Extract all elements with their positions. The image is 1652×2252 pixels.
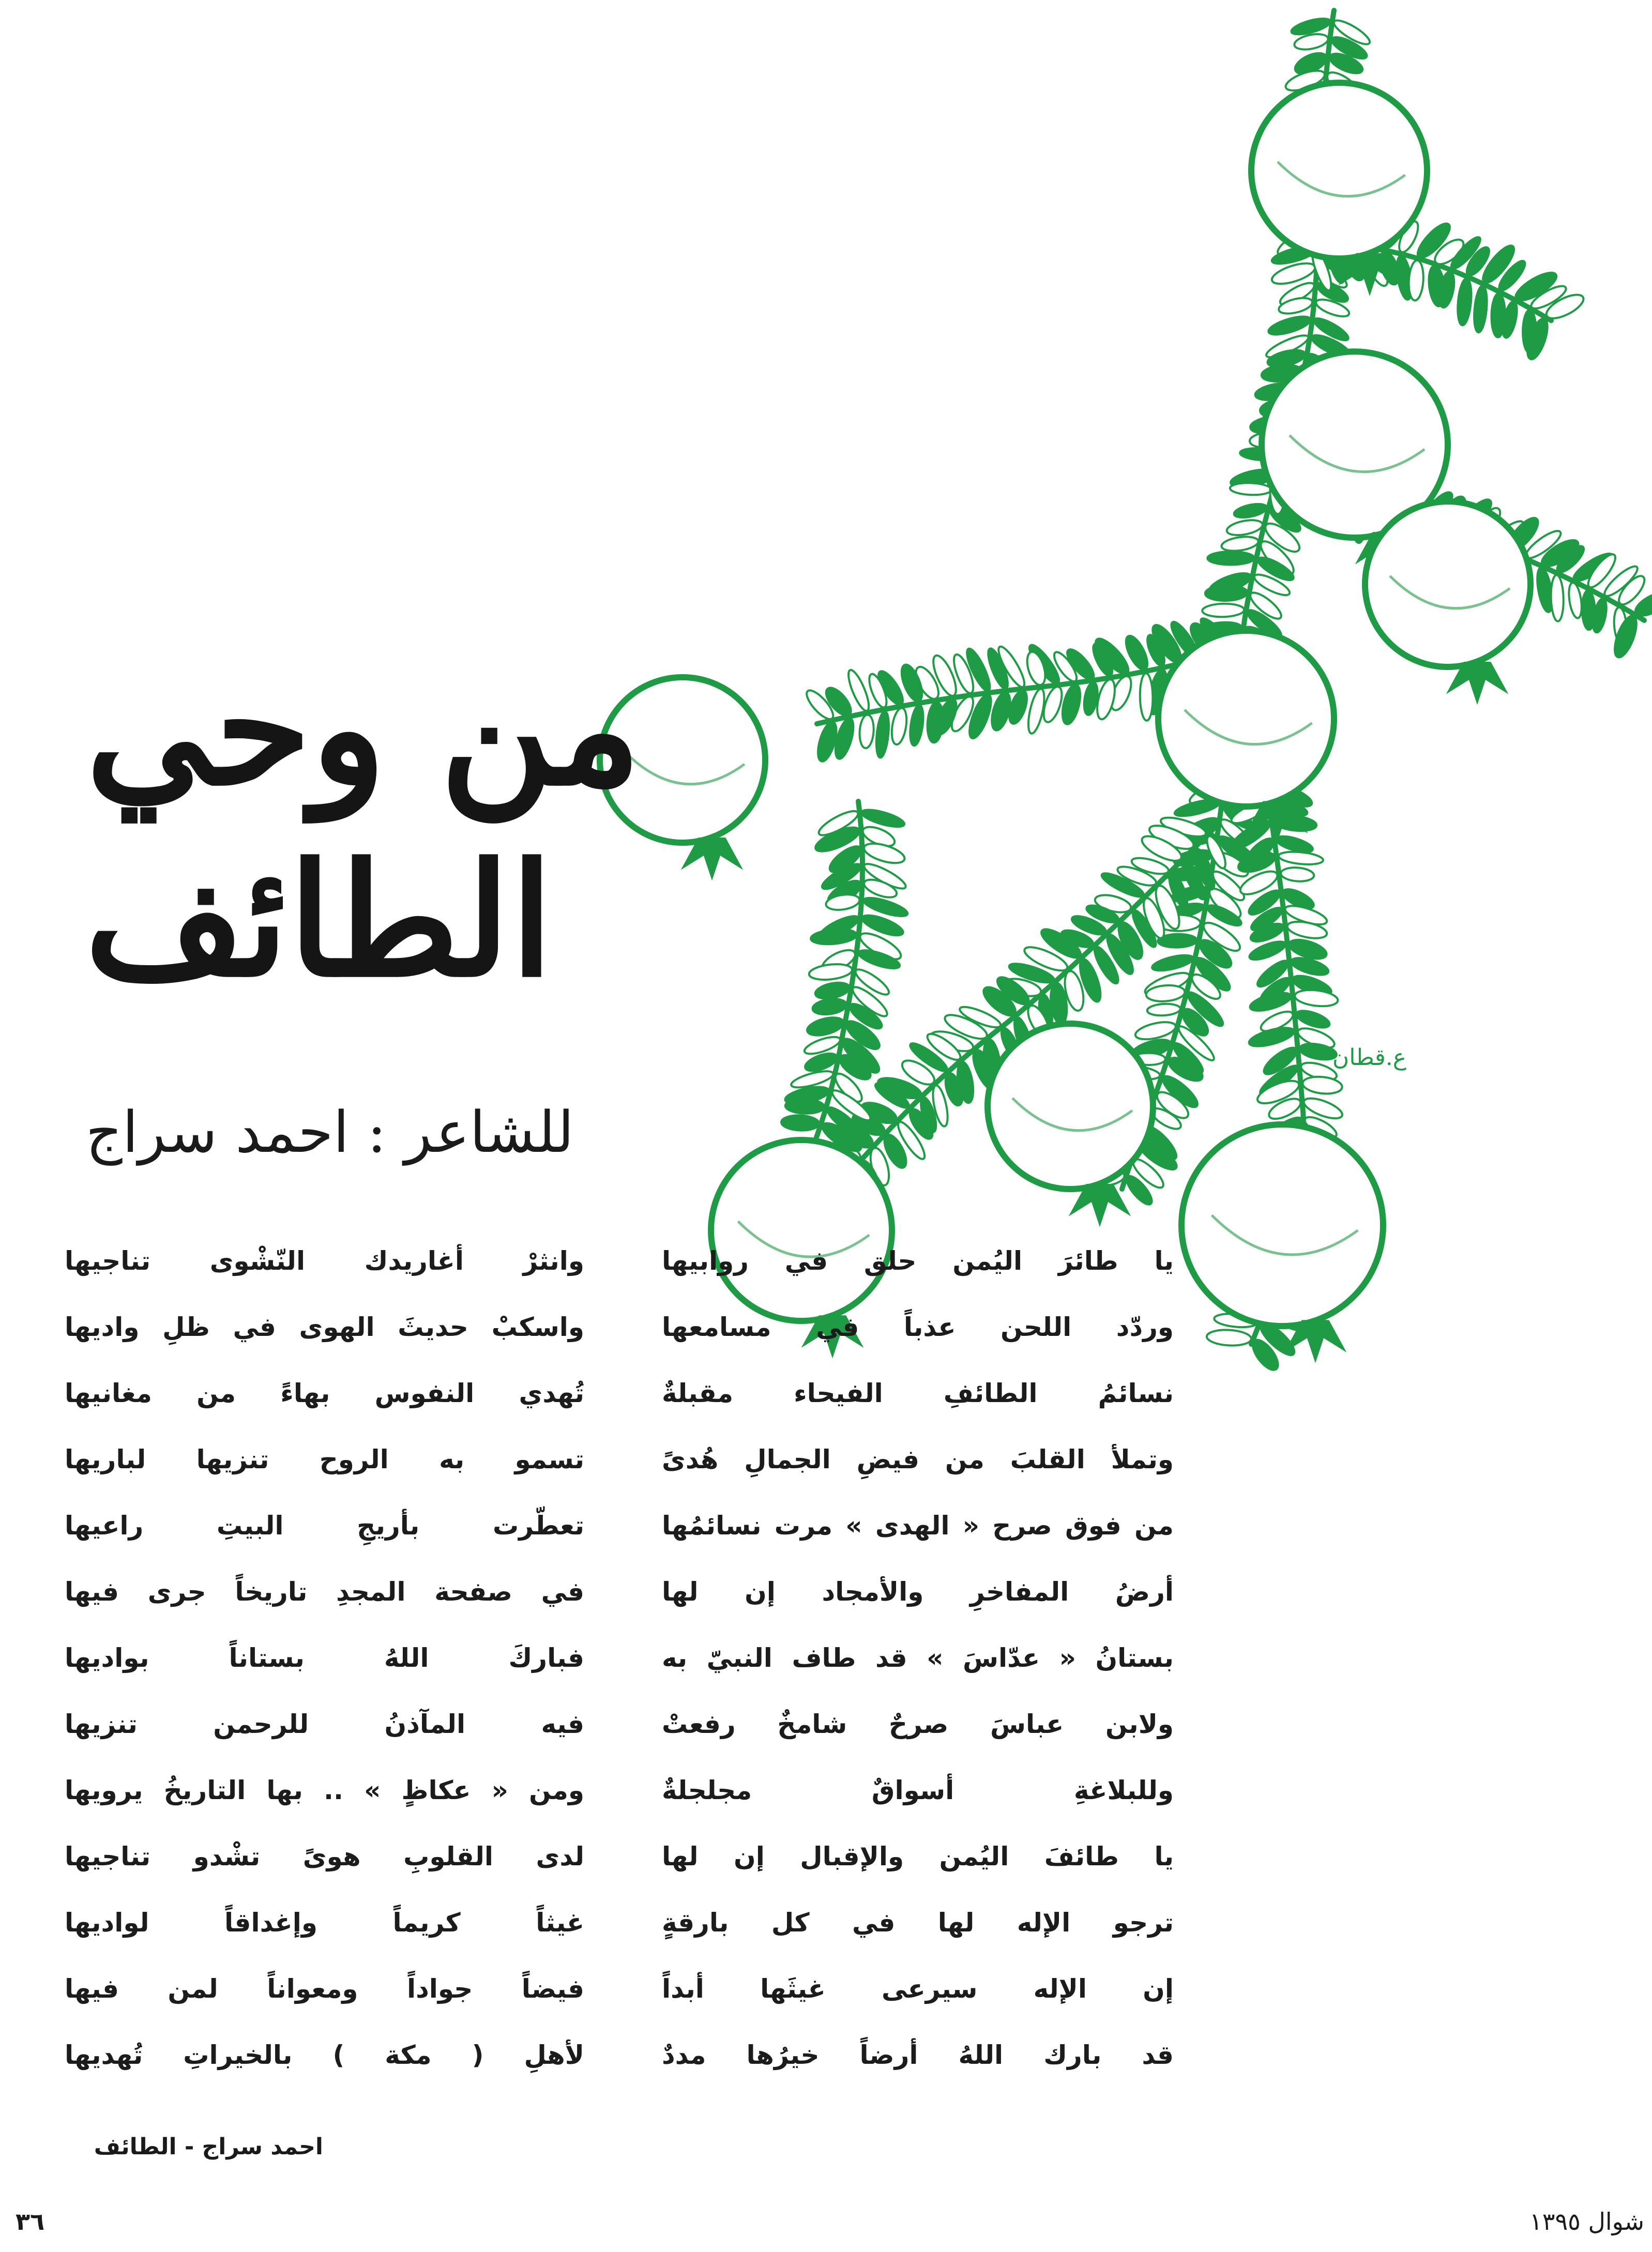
leaf [785,1099,824,1114]
leaf [908,704,926,746]
verse-line: من فوق صرح « الهدى » مرت نسائمُها [662,1511,1174,1541]
poem-signature: احمد سراج - الطائف [94,2134,323,2160]
leaf [1202,603,1245,617]
leaf [1267,313,1312,338]
leaf [805,1014,845,1039]
verse-line: ترجو الإله لها في كل بارقةٍ [662,1908,1174,1938]
pomegranate-fruit [988,1024,1153,1224]
leaf [1221,535,1260,553]
verse-line: ولابن عباسَ صرحٌ شامخٌ رفعتْ [662,1709,1174,1739]
poet-name: احمد سراج [85,1099,350,1165]
pomegranate-fruit [1181,1124,1383,1360]
page-number: ٣٦ [16,2208,45,2235]
leaf [1294,1008,1331,1031]
leaf [812,997,848,1016]
verse-line: لأهلِ ( مكة ) بالخيراتِ تُهديها [65,2040,584,2070]
leaf [1205,585,1247,601]
leaf [1280,866,1314,882]
leaf [859,714,875,749]
issue-date: شوال ١٣٩٥ [1529,2208,1644,2235]
verse-line: وتملأ القلبَ من فيضِ الجمالِ هُدىً [662,1444,1174,1474]
leaf [874,711,891,758]
leaf [1233,501,1268,520]
pomegranate-fruit [1365,501,1530,702]
verse-line: فيه المآذنُ للرحمن تنزيها [65,1709,584,1739]
poem-right-column [662,1228,1174,2088]
artist-signature: ع.قطان [1332,1044,1406,1071]
verse-line: تعطّرت بأريجِ البيتِ راعيها [65,1511,584,1541]
leaf [1206,1329,1252,1347]
verse-line: قد بارك اللهُ أرضاً خيرُها مددٌ [662,2040,1174,2070]
page-title-line-1: من وحي [86,637,641,820]
verse-line: تُهدي النفوس بهاءً من مغانيها [65,1378,584,1408]
leaf [926,702,945,743]
verse-line: وردّد اللحن عذباً في مسامعها [662,1312,1174,1342]
leaf [1407,260,1424,301]
leaf [988,691,1013,733]
verse-line: فباركَ اللهُ بستاناً بواديها [65,1643,584,1673]
leaf [1147,1003,1180,1016]
page-title-line-2: الطائف [84,829,553,1011]
leaf [1278,850,1324,866]
leaf [1151,952,1195,974]
verse-line: يا طائرَ اليُمن حلق في روابيها [662,1246,1174,1276]
leaf [808,962,853,982]
poet-byline [72,1096,574,1168]
leaf [1230,482,1271,496]
verse-line: غيثاً كريماً وإغداقاً لواديها [65,1908,584,1938]
verse-line: يا طائفَ اليُمن والإقبال إن لها [662,1842,1174,1871]
verse-line: نسائمُ الطائفِ الفيحاء مقبلةٌ [662,1378,1174,1408]
leaf [1059,683,1083,726]
leaf [1456,278,1473,326]
verse-line: ومن « عكاظٍ » .. بها التاريخُ يرويها [65,1775,584,1805]
byline-label: للشاعر : [367,1099,574,1165]
verse-line: لدى القلوبِ هوىً تشْدو تناجيها [65,1842,584,1871]
pomegranate-branch-illustration [569,0,1652,1396]
leaf [1225,518,1264,538]
leaf [889,707,908,746]
verse-line: وانثرْ أغاريدك النّشْوى تناجيها [65,1246,584,1276]
leaf [781,1115,819,1131]
verse-line: وللبلاغةِ أسواقٌ مجلجلةٌ [662,1775,1174,1805]
poem-left-column [65,1228,584,2088]
verse-line: واسكبْ حديثَ الهوى في ظلِ واديها [65,1312,584,1342]
leaf [1550,575,1564,621]
verse-line: في صفحة المجدِ تاريخاً جرى فيها [65,1577,584,1607]
verse-line: بستانُ « عدّاسَ » قد طاف النبيّ به [662,1643,1174,1673]
leaf [1207,552,1254,565]
verse-line: إن الإله سيرعى غيثَها أبداً [662,1974,1174,2004]
leaf [810,927,857,946]
leaf [1134,1019,1177,1043]
leaf [1473,285,1489,333]
verse-line: أرضُ المفاخرِ والأمجاد إن لها [662,1577,1174,1607]
verse-line: تسمو به الروح تنزيها لباريها [65,1444,584,1474]
leaf [1140,673,1153,721]
verse-line: فيضاً جواداً ومعواناً لمن فيها [65,1974,584,2004]
